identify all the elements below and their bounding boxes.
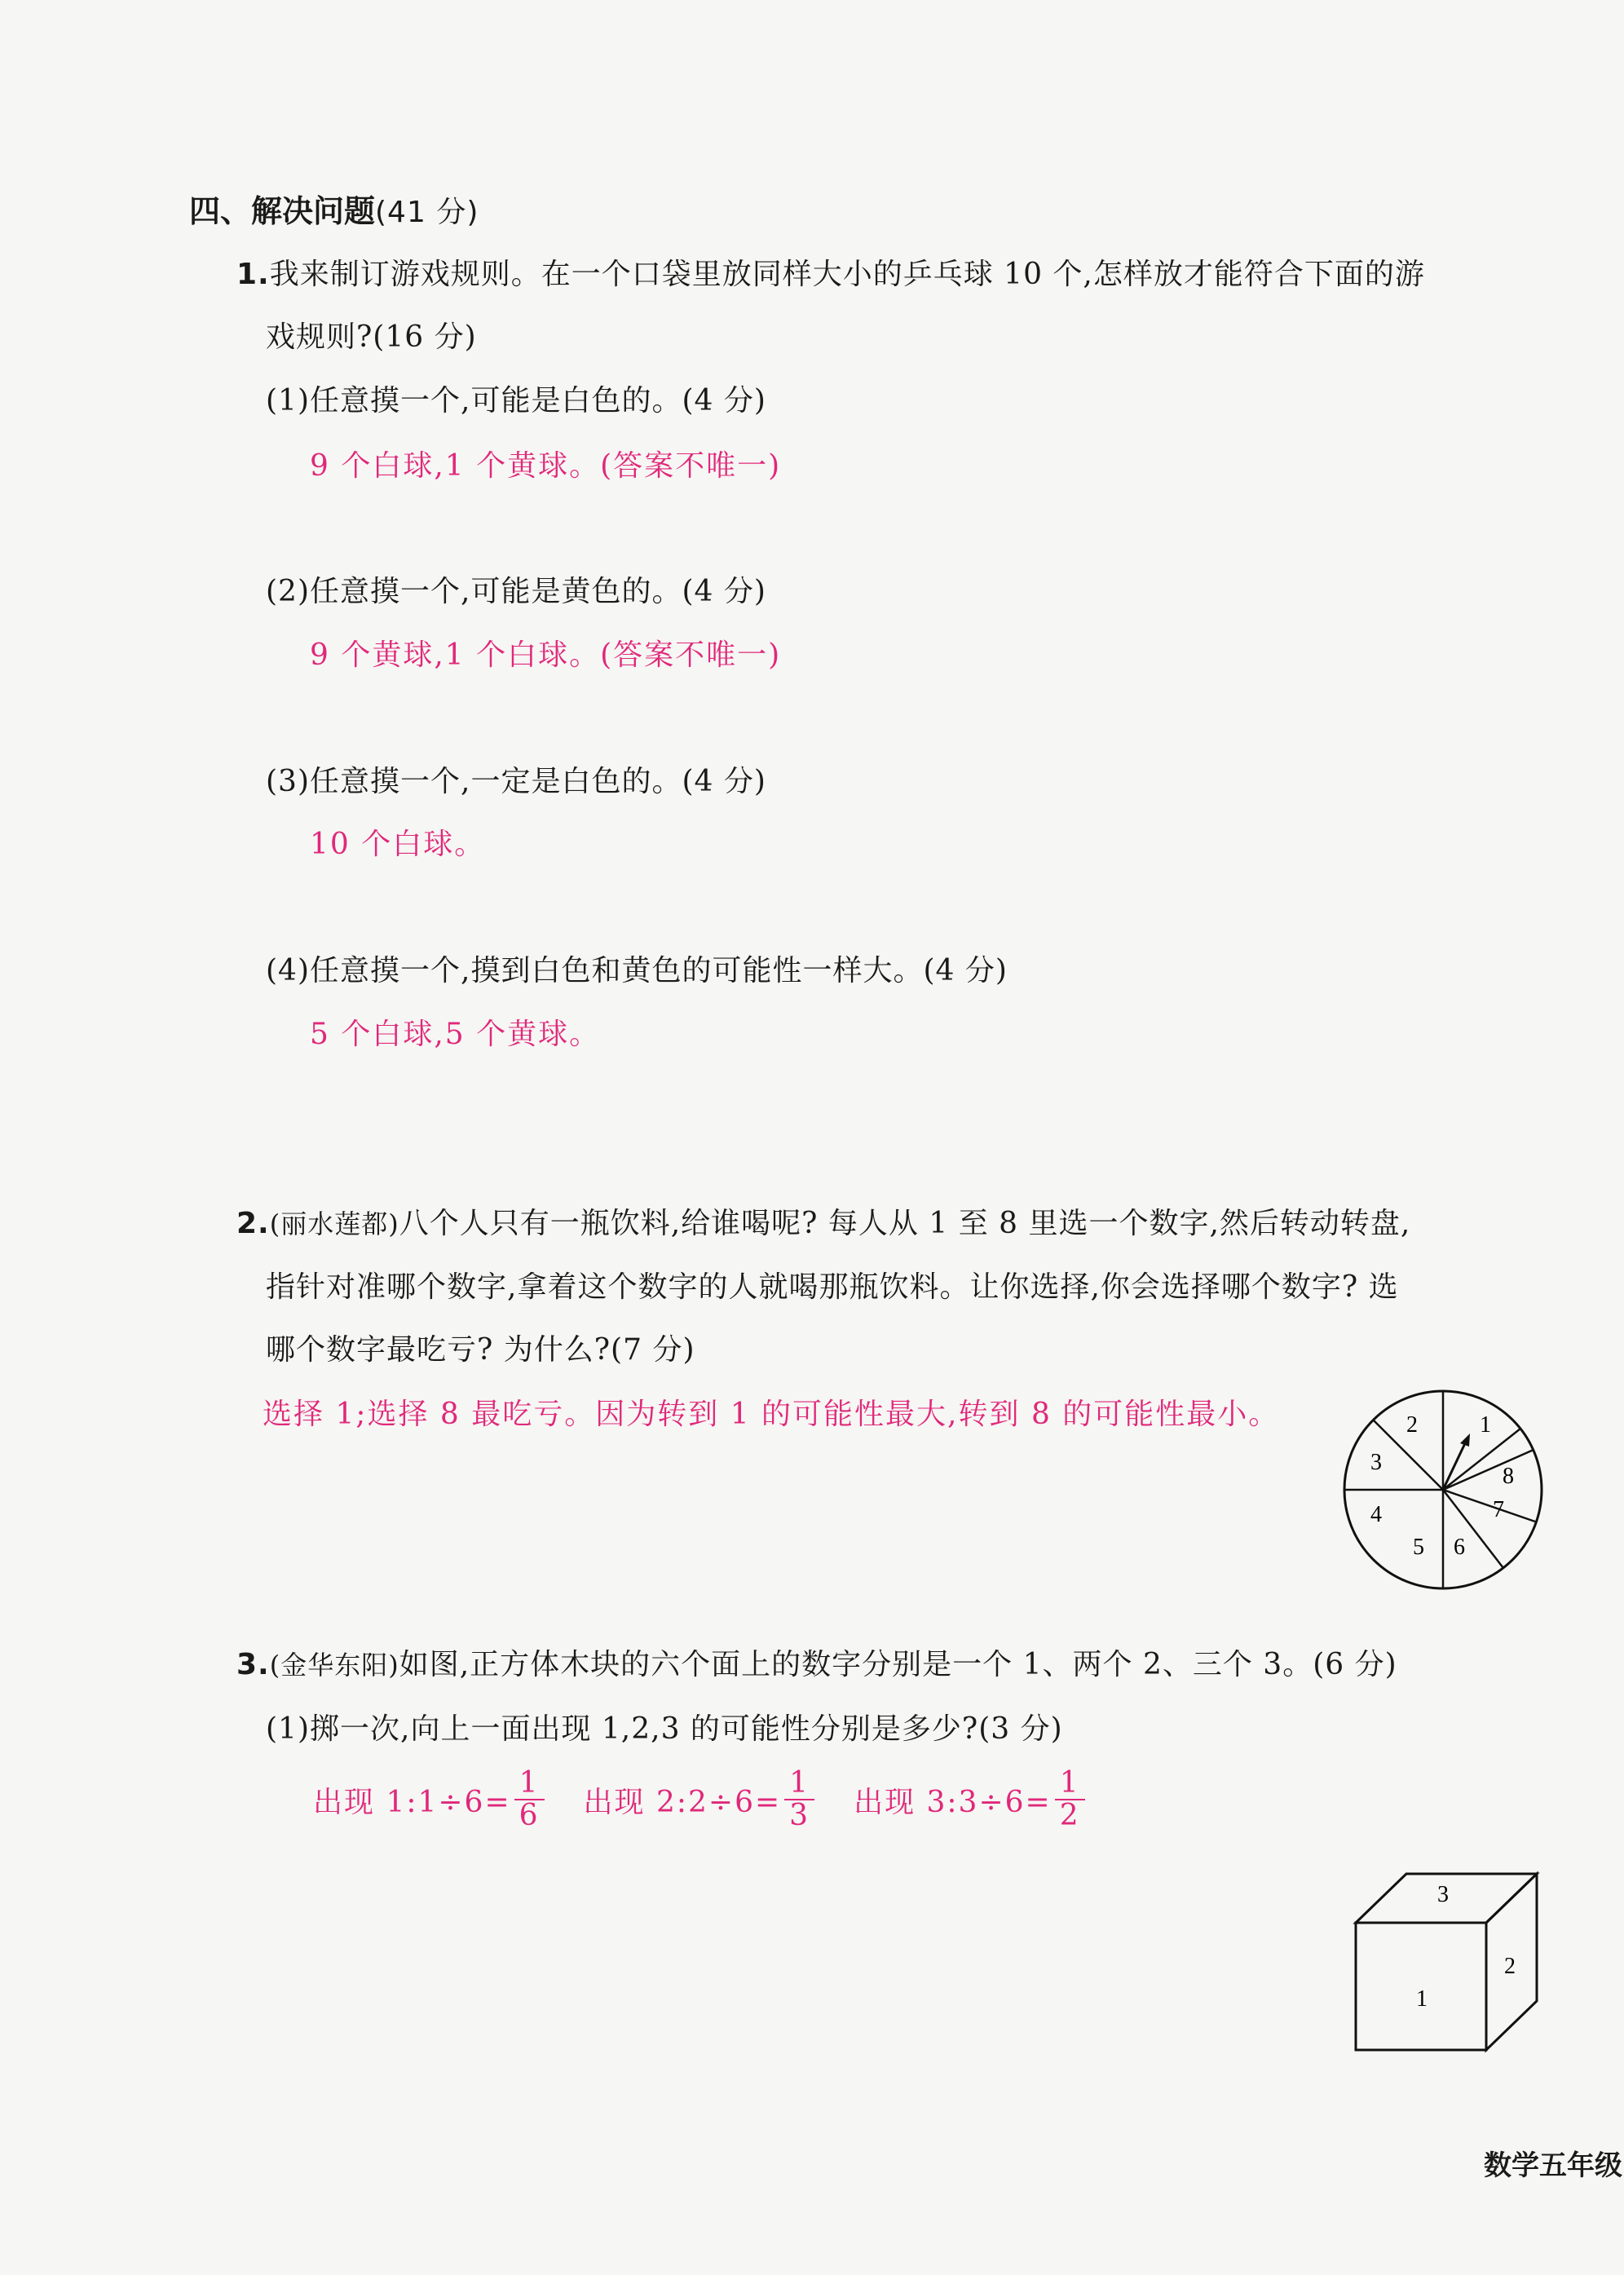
q1-part4-answer: 5 个白球,5 个黄球。 (310, 1018, 601, 1051)
q3-answer1-prefix: 出现 1:1÷6= (313, 1785, 511, 1819)
spinner-divider (1443, 1450, 1534, 1490)
q3-answer3-prefix: 出现 3:3÷6= (854, 1785, 1052, 1819)
q3-answer3-fraction (1055, 1768, 1085, 1831)
footer-label: 数学五年级 (1484, 2149, 1622, 2182)
q1-text-line1: 我来制订游戏规则。在一个口袋里放同样大小的乒乓球 10 个,怎样放才能符合下面的游 (269, 258, 1425, 291)
q3-number: 3. (236, 1648, 270, 1681)
q2-number: 2. (236, 1207, 270, 1240)
q3-part1-label: (1)掷一次,向上一面出现 1,2,3 的可能性分别是多少?(3 分) (266, 1712, 1063, 1746)
q3-text: 如图,正方体木块的六个面上的数字分别是一个 1、两个 2、三个 3。(6 分) (399, 1648, 1397, 1681)
q3-source: (金华东阳) (269, 1650, 399, 1681)
q3-answer2-prefix: 出现 2:2÷6= (583, 1785, 782, 1819)
q1-line1 (236, 251, 1425, 293)
spinner-label-1: 1 (1480, 1412, 1491, 1438)
spinner-label-6: 6 (1454, 1535, 1465, 1560)
cube-diagram (1349, 1867, 1553, 2059)
q3-answer2-den: 3 (789, 1799, 810, 1832)
q1-part4-label: (4)任意摸一个,摸到白色和黄色的可能性一样大。(4 分) (266, 954, 1008, 987)
q1-part2-answer: 9 个黄球,1 个白球。(答案不唯一) (310, 638, 782, 672)
spinner-pointer (1443, 1442, 1466, 1490)
q3-answer3-num: 1 (1055, 1768, 1085, 1800)
q1-line2: 戏规则?(16 分) (266, 320, 477, 354)
q1-part1-answer: 9 个白球,1 个黄球。(答案不唯一) (310, 449, 782, 483)
q3-answer2-num: 1 (784, 1768, 814, 1800)
cube-top-label: 3 (1437, 1882, 1449, 1907)
spinner-divider (1443, 1490, 1535, 1522)
q3-answer1-num: 1 (514, 1768, 545, 1800)
cube-front-label: 1 (1416, 1986, 1428, 2012)
section-title-text: 四、解决问题 (189, 193, 376, 229)
spinner-label-7: 7 (1493, 1497, 1504, 1522)
section-score: (41 分) (375, 196, 479, 229)
q1-part3-label: (3)任意摸一个,一定是白色的。(4 分) (266, 765, 766, 798)
q2-text-line1: 八个人只有一瓶饮料,给谁喝呢? 每人从 1 至 8 里选一个数字,然后转动转盘, (399, 1207, 1411, 1240)
q1-part1-label: (1)任意摸一个,可能是白色的。(4 分) (266, 384, 766, 417)
spinner-diagram (1341, 1386, 1553, 1598)
q3-answer1-den: 6 (519, 1799, 540, 1832)
q3-line1 (236, 1641, 1397, 1683)
q3-answers (313, 1768, 1088, 1831)
q2-source: (丽水莲都) (269, 1208, 399, 1239)
spinner-label-3: 3 (1370, 1450, 1382, 1475)
spinner-label-5: 5 (1413, 1535, 1424, 1560)
q3-answer2-fraction (784, 1768, 814, 1831)
section-title (189, 186, 479, 231)
q2-answer: 选择 1;选择 8 最吃亏。因为转到 1 的可能性最大,转到 8 的可能性最小。 (263, 1398, 1280, 1431)
cube-right-label: 2 (1504, 1954, 1516, 1979)
q2-line1 (236, 1200, 1410, 1242)
q3-answer1-fraction (514, 1768, 545, 1831)
q1-part2-label: (2)任意摸一个,可能是黄色的。(4 分) (266, 575, 766, 608)
spinner-label-4: 4 (1370, 1502, 1382, 1527)
spinner-label-2: 2 (1406, 1412, 1418, 1438)
q2-line3: 哪个数字最吃亏? 为什么?(7 分) (266, 1333, 695, 1367)
q2-line2: 指针对准哪个数字,拿着这个数字的人就喝那瓶饮料。让你选择,你会选择哪个数字? 选 (266, 1270, 1399, 1304)
q3-answer3-den: 2 (1059, 1799, 1080, 1832)
spinner-pointer-head (1460, 1433, 1470, 1447)
q1-part3-answer: 10 个白球。 (310, 828, 486, 861)
spinner-label-8: 8 (1503, 1464, 1514, 1489)
q1-number: 1. (236, 258, 270, 291)
